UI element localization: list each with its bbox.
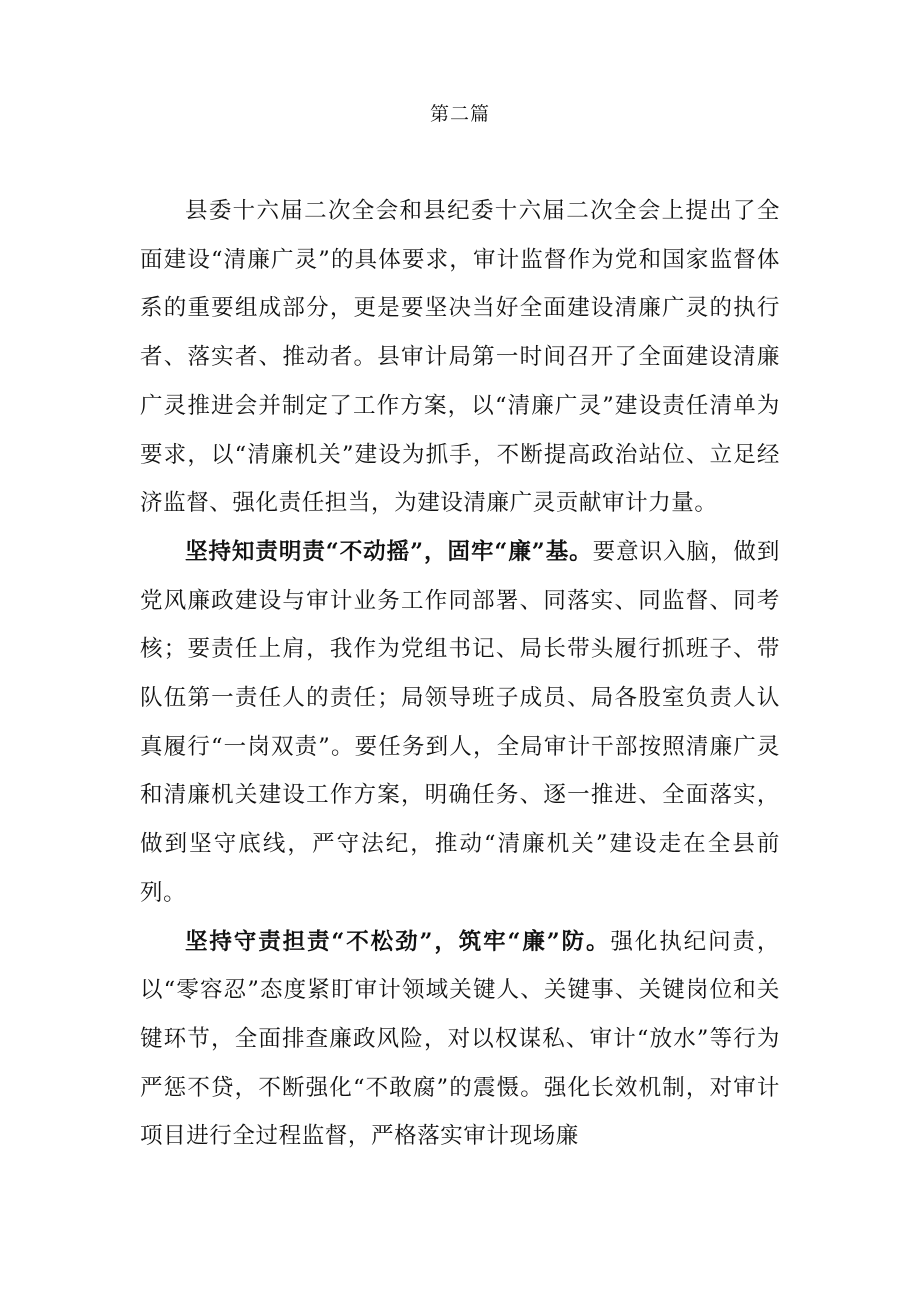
paragraph-2 — [140, 528, 780, 918]
paragraph-2-lead: 坚持知责明责“不动摇”，固牢“廉”基。 — [185, 538, 593, 565]
document-body — [140, 187, 780, 1161]
paragraph-3-text: 强化执纪问责，以“零容忍”态度紧盯审计领域关键人、关键事、关键岗位和关键环节，全面排查廉政风险，对以权谋私、审计“放水”等行为严惩不贷，不断强化“不敢腐”的震慑。强化长效机制，对审计项目进行全过程监督，严格落实审计现场廉 — [140, 928, 780, 1150]
paragraph-2-text: 要意识入脑，做到党风廉政建设与审计业务工作同部署、同落实、同监督、同考核；要责任上肩，我作为党组书记、局长带头履行抓班子、带队伍第一责任人的责任；局领导班子成员、局各股室负责人认真履行“一岗双责”。要任务到人，全局审计干部按照清廉广灵和清廉机关建设工作方案，明确任务、逐一推进、全面落实，做到坚守底线，严守法纪，推动“清廉机关”建设走在全县前列。 — [140, 538, 780, 906]
paragraph-3-lead: 坚持守责担责“不松劲”，筑牢“廉”防。 — [185, 928, 611, 955]
paragraph-3 — [140, 918, 780, 1162]
document-title: 第二篇 — [429, 103, 490, 125]
paragraph-1-text: 县委十六届二次全会和县纪委十六届二次全会上提出了全面建设“清廉广灵”的具体要求，审计监督作为党和国家监督体系的重要组成部分，更是要坚决当好全面建设清廉广灵的执行者、落实者、推动者。县审计局第一时间召开了全面建设清廉广灵推进会并制定了工作方案，以“清廉广灵”建设责任清单为要求，以“清廉机关”建设为抓手，不断提高政治站位、立足经济监督、强化责任担当，为建设清廉广灵贡献审计力量。 — [140, 198, 780, 517]
paragraph-1 — [140, 187, 780, 528]
